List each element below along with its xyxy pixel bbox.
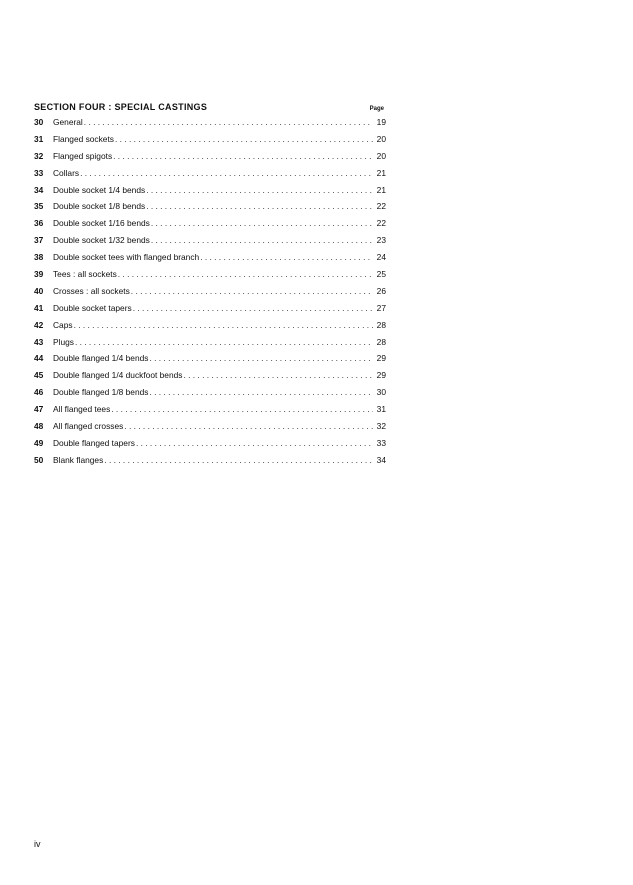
entry-page: 24 xyxy=(376,252,386,263)
toc-entry xyxy=(34,438,386,455)
dot-leader xyxy=(149,353,373,363)
table-of-contents xyxy=(34,100,386,472)
entry-title: Double flanged 1/4 duckfoot bends xyxy=(53,370,183,381)
entry-number: 43 xyxy=(34,336,44,347)
entry-title: Double flanged 1/8 bends xyxy=(53,387,149,398)
dot-leader xyxy=(115,134,373,144)
dot-leader xyxy=(111,404,373,414)
dot-leader xyxy=(133,303,373,313)
toc-entry xyxy=(34,134,386,151)
entry-page: 23 xyxy=(376,235,386,246)
toc-header xyxy=(34,100,386,112)
entry-title: Double socket 1/16 bends xyxy=(53,218,150,229)
entry-page: 28 xyxy=(376,319,386,330)
entry-number: 41 xyxy=(34,302,44,313)
toc-entry xyxy=(34,168,386,185)
toc-entry xyxy=(34,320,386,337)
entry-page: 28 xyxy=(376,336,386,347)
entry-page: 21 xyxy=(376,167,386,178)
entry-number: 44 xyxy=(34,353,44,364)
entry-number: 38 xyxy=(34,252,44,263)
entry-page: 27 xyxy=(376,302,386,313)
section-title: SECTION FOUR : SPECIAL CASTINGS xyxy=(34,102,208,112)
entry-number: 30 xyxy=(34,117,44,127)
dot-leader xyxy=(149,387,373,397)
toc-entry xyxy=(34,337,386,354)
dot-leader xyxy=(80,168,373,178)
dot-leader xyxy=(84,117,373,127)
entry-number: 34 xyxy=(34,184,44,195)
entry-title: General xyxy=(53,117,83,127)
dot-leader xyxy=(146,201,373,211)
dot-leader xyxy=(136,438,373,448)
toc-entry xyxy=(34,201,386,218)
page-number: iv xyxy=(34,839,41,849)
toc-entry xyxy=(34,387,386,404)
entry-title: All flanged crosses xyxy=(53,421,124,432)
entry-number: 45 xyxy=(34,370,44,381)
dot-leader xyxy=(131,286,373,296)
toc-entry xyxy=(34,185,386,202)
entry-title: Double socket 1/4 bends xyxy=(53,184,146,195)
dot-leader xyxy=(200,252,373,262)
dot-leader xyxy=(104,455,373,465)
entry-page: 22 xyxy=(376,218,386,229)
toc-entry xyxy=(34,218,386,235)
entry-number: 46 xyxy=(34,387,44,398)
entry-title: Collars xyxy=(53,167,80,178)
entry-page: 33 xyxy=(376,437,386,448)
entry-title: Tees : all sockets xyxy=(53,269,117,280)
entry-page: 32 xyxy=(376,421,386,432)
dot-leader xyxy=(124,421,373,431)
toc-entry xyxy=(34,370,386,387)
entry-page: 20 xyxy=(376,133,386,144)
entry-title: Double socket tapers xyxy=(53,302,132,313)
toc-entry xyxy=(34,117,386,134)
entry-number: 48 xyxy=(34,421,44,432)
toc-entry xyxy=(34,286,386,303)
entry-number: 42 xyxy=(34,319,44,330)
entry-title: Double socket 1/32 bends xyxy=(53,235,150,246)
dot-leader xyxy=(113,151,373,161)
toc-entry xyxy=(34,235,386,252)
toc-entry xyxy=(34,269,386,286)
entry-title: All flanged tees xyxy=(53,404,111,415)
entry-page: 29 xyxy=(376,370,386,381)
toc-list xyxy=(34,117,386,472)
entry-number: 49 xyxy=(34,437,44,448)
entry-number: 50 xyxy=(34,454,44,465)
entry-title: Double socket tees with flanged branch xyxy=(53,252,200,263)
entry-title: Flanged sockets xyxy=(53,133,114,144)
entry-number: 36 xyxy=(34,218,44,229)
entry-number: 39 xyxy=(34,269,44,280)
entry-page: 20 xyxy=(376,150,386,161)
dot-leader xyxy=(75,337,373,347)
page-column-label: Page xyxy=(369,106,384,112)
entry-title: Plugs xyxy=(53,336,74,347)
entry-title: Flanged spigots xyxy=(53,150,113,161)
dot-leader xyxy=(118,269,373,279)
toc-entry xyxy=(34,353,386,370)
toc-entry xyxy=(34,421,386,438)
toc-entry xyxy=(34,151,386,168)
dot-leader xyxy=(151,218,373,228)
entry-number: 37 xyxy=(34,235,44,246)
entry-number: 32 xyxy=(34,150,44,161)
entry-number: 47 xyxy=(34,404,44,415)
entry-page: 26 xyxy=(376,285,386,296)
entry-page: 31 xyxy=(376,404,386,415)
entry-title: Caps xyxy=(53,319,73,330)
entry-title: Double socket 1/8 bends xyxy=(53,201,146,212)
entry-number: 40 xyxy=(34,285,44,296)
entry-page: 29 xyxy=(376,353,386,364)
dot-leader xyxy=(74,320,373,330)
dot-leader xyxy=(146,185,373,195)
entry-page: 21 xyxy=(376,184,386,195)
toc-entry xyxy=(34,455,386,472)
dot-leader xyxy=(151,235,373,245)
entry-title: Double flanged tapers xyxy=(53,437,135,448)
dot-leader xyxy=(183,370,373,380)
entry-title: Blank flanges xyxy=(53,454,104,465)
entry-number: 35 xyxy=(34,201,44,212)
entry-page: 22 xyxy=(376,201,386,212)
entry-page: 34 xyxy=(376,454,386,465)
toc-entry xyxy=(34,303,386,320)
toc-entry xyxy=(34,252,386,269)
entry-number: 33 xyxy=(34,167,44,178)
toc-entry xyxy=(34,404,386,421)
entry-title: Double flanged 1/4 bends xyxy=(53,353,149,364)
entry-number: 31 xyxy=(34,133,44,144)
entry-title: Crosses : all sockets xyxy=(53,285,130,296)
entry-page: 30 xyxy=(376,387,386,398)
entry-page: 19 xyxy=(376,117,386,127)
entry-page: 25 xyxy=(376,269,386,280)
